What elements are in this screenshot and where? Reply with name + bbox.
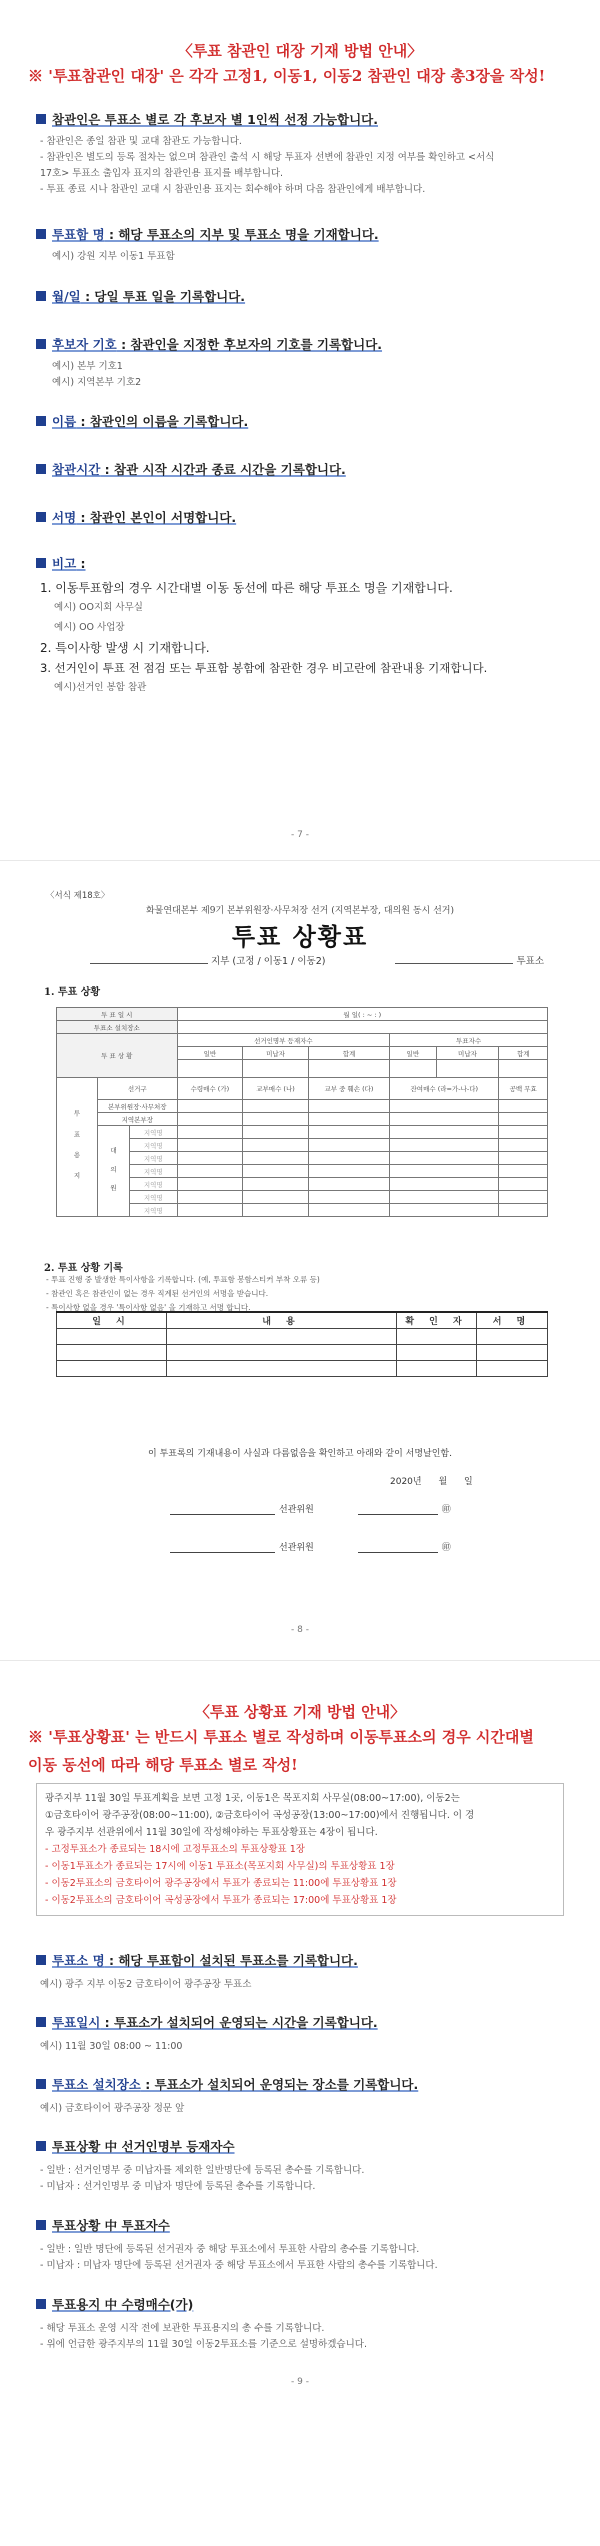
date-line: 2020년 월 일 [390, 1477, 473, 1487]
text-line: - 미납자 : 선거인명부 중 미납자 명단에 등록된 총수를 기록합니다. [40, 2181, 316, 2192]
numbered-item: 2. 특이사항 발생 시 기재합니다. [40, 641, 210, 655]
notes: - 투표 진행 중 발생한 특이사항을 기록합니다. (예, 투표함 봉함스티커 부착 오류 등) - 참관인 혹은 참관인이 없는 경우 직계된 선거인의 서명을 받습니다. - 특이사항 없을 경우 '특이사항 없음' 을 기재하고 서명 합니다. [46, 1275, 320, 1312]
section-received-ballots: 투표용지 中 수령매수(가) [0, 2295, 600, 2313]
status-log-table: 일 시 내 용 확 인 자 서 명 [56, 1311, 548, 1377]
example-line: 예시) OO 사업장 [54, 622, 125, 633]
blank-field[interactable] [170, 1503, 275, 1515]
guide-page-vote-status [0, 1660, 600, 2546]
example-line: 예시) 본부 기호1 [52, 361, 123, 372]
seal-icon: ㊞ [441, 1543, 451, 1553]
square-bullet-icon [36, 464, 46, 474]
station-line: 지부 (고정 / 이동1 / 이동2) 투표소 [90, 953, 544, 967]
example-line: 예시) OO지회 사무실 [54, 602, 143, 613]
example-line: 예시) 강원 지부 이동1 투표함 [52, 251, 175, 262]
section-station-place: 투표소 설치장소 : 투표소가 설치되어 운영되는 장소를 기록합니다. [0, 2075, 600, 2093]
numbered-item: 1. 이동투표함의 경우 시간대별 이동 동선에 따른 해당 투표소 명을 기재합니다. [40, 581, 453, 595]
square-bullet-icon [36, 339, 46, 349]
red-note: ※ '투표참관인 대장' 은 각각 고정1, 이동1, 이동2 참관인 대장 총3장을 작성! [28, 67, 546, 85]
square-bullet-icon [36, 512, 46, 522]
text-line: - 해당 투표소 운영 시작 전에 보관한 투표용지의 총 수를 기록합니다. [40, 2323, 325, 2334]
page-title: 투표 상황표 [231, 923, 369, 951]
form-number: 〈서식 제18호〉 [46, 891, 110, 901]
square-bullet-icon [36, 1955, 46, 1965]
square-bullet-icon [36, 558, 46, 568]
example-line: 예시)선거인 봉함 참관 [54, 682, 147, 693]
page-title: 〈투표 참관인 대장 기재 방법 안내〉 [177, 42, 423, 60]
square-bullet-icon [36, 2299, 46, 2309]
blank-field[interactable] [358, 1503, 438, 1515]
confirmation-text: 이 투표록의 기재내용이 사실과 다름없음을 확인하고 아래와 같이 서명날인함. [148, 1449, 452, 1459]
text-line: 17호> 투표소 출입자 표지의 참관인용 표지를 배부합니다. [40, 168, 284, 179]
section-ballot-box-name: 투표함 명 : 해당 투표소의 지부 및 투표소 명을 기재합니다. [0, 225, 600, 243]
section-candidate-number: 후보자 기호 : 참관인을 지정한 후보자의 기호를 기록합니다. [0, 335, 600, 353]
section-observer-limit: 참관인은 투표소 별로 각 후보자 별 1인씩 선정 가능합니다. [0, 110, 600, 128]
example-line: 예시) 11월 30일 08:00 ~ 11:00 [40, 2041, 183, 2052]
red-note: ※ '투표상황표' 는 반드시 투표소 별로 작성하며 이동투표소의 경우 시간대별 이동 동선에 따라 해당 투표소 별로 작성! [28, 1728, 534, 1774]
section-voter-count: 투표상황 中 투표자수 [0, 2216, 600, 2234]
text-line: - 참관인은 종일 참관 및 교대 참관도 가능합니다. [40, 136, 242, 147]
square-bullet-icon [36, 2141, 46, 2151]
example-box: 광주지부 11월 30일 투표계획을 보면 고정 1곳, 이동1은 목포지회 사무실(08:00~17:00), 이동2는 ①금호타이어 광주공장(08:00~11:00), ②금호타이어 곡성공장(13:00~17:00)에서 진행됩니다. 이 경 우 광주지부 선관위에서 11월 30일에 작성해야하는 투표상황표는 4장이 됩니다. - 고정투표소가 종료되는 18시에 고정투표소의 투표상황표 1장 - 이동1투표소가 종료되는 17시에 이동1 투표소(목포지회 사무실)의 투표상황표 1장 - 이동2투표소의 금호타이어 광주공장에서 투표가 종료되는 11:00에 투표상황표 1장 - 이동2투표소의 금호타이어 곡성공장에서 투표가 종료되는 17:00에 투표상황표 1장 [36, 1783, 564, 1916]
numbered-item: 3. 선거인이 투표 전 점검 또는 투표함 봉함에 참관한 경우 비고란에 참관내용 기재합니다. [40, 661, 488, 675]
section-registered-count: 투표상황 中 선거인명부 등재자수 [0, 2137, 600, 2155]
section-date: 월/일 : 당일 투표 일을 기록합니다. [0, 287, 600, 305]
page-number: - 8 - [291, 1625, 309, 1635]
text-line: - 투표 종료 시나 참관인 교대 시 참관인용 표지는 회수해야 하며 다음 참관인에게 배부합니다. [40, 184, 426, 195]
text-line: - 참관인은 별도의 등록 절차는 없으며 참관인 출석 시 해당 투표자 선변에 참관인 지정 여부를 확인하고 <서식 [40, 152, 495, 163]
section-name: 이름 : 참관인의 이름을 기록합니다. [0, 412, 600, 430]
blank-field[interactable] [395, 953, 513, 964]
example-line: 예시) 금호타이어 광주공장 정문 앞 [40, 2103, 185, 2114]
square-bullet-icon [36, 2220, 46, 2230]
section-station-name: 투표소 명 : 해당 투표함이 설치된 투표소를 기록합니다. [0, 1951, 600, 1969]
square-bullet-icon [36, 114, 46, 124]
section-signature: 서명 : 참관인 본인이 서명합니다. [0, 508, 600, 526]
form-header: 화물연대본부 제9기 본부위원장·사무처장 선거 (지역본부장, 대의원 동시 선거) [145, 906, 454, 916]
section-remarks: 비고 : [0, 554, 600, 572]
page-title: 〈투표 상황표 기재 방법 안내〉 [194, 1703, 406, 1721]
blank-cell[interactable] [177, 1021, 547, 1034]
blank-field[interactable] [358, 1541, 438, 1553]
text-line: - 일반 : 선거인명부 중 미납자를 제외한 일반명단에 등록된 총수를 기록합니다. [40, 2165, 365, 2176]
section-time: 참관시간 : 참관 시작 시간과 종료 시간을 기록합니다. [0, 460, 600, 478]
guide-page-observer [0, 0, 600, 860]
square-bullet-icon [36, 291, 46, 301]
square-bullet-icon [36, 229, 46, 239]
example-line: 예시) 광주 지부 이동2 금호타이어 광주공장 투표소 [40, 1979, 252, 1990]
section-heading: 1. 투표 상황 [44, 987, 101, 998]
page-number: - 9 - [291, 2377, 309, 2387]
section-heading: 2. 투표 상황 기록 [44, 1263, 123, 1274]
blank-field[interactable] [90, 953, 208, 964]
signature-line: 선관위원 ㊞ [170, 1502, 451, 1515]
section-vote-datetime: 투표일시 : 투표소가 설치되어 운영되는 시간을 기록합니다. [0, 2013, 600, 2031]
seal-icon: ㊞ [441, 1505, 451, 1515]
square-bullet-icon [36, 2017, 46, 2027]
text-line: - 위에 언급한 광주지부의 11월 30일 이동2투표소를 기준으로 설명하겠습니다. [40, 2339, 367, 2350]
signature-line: 선관위원 ㊞ [170, 1540, 451, 1553]
square-bullet-icon [36, 416, 46, 426]
example-line: 예시) 지역본부 기호2 [52, 377, 142, 388]
form-page-vote-status [0, 860, 600, 1660]
text-line: - 일반 : 일반 명단에 등록된 선거권자 중 해당 투표소에서 투표한 사람의 총수를 기록합니다. [40, 2244, 420, 2255]
square-bullet-icon [36, 2079, 46, 2089]
vote-status-table: 투 표 일 시 월 일( : ~ : ) 투표소 설치장소 투 표 상 황 선거인명부 등재자수 투표자수 일반 미납자 합계 일반 미납자 합계 투 표 용 지 선거구 수령매수 (가) 교부매수 (나) 교부 중 훼손 (다) 잔여매수 (라=가-나-다) 공백 무효 본부위원장·사무처장 지역본부장 대 의 원 지역명 지역명 지역명 지역명 지역명 지역명 지역명 [56, 1007, 548, 1217]
text-line: - 미납자 : 미납자 명단에 등록된 선거권자 중 해당 투표소에서 투표한 사람의 총수를 기록합니다. [40, 2260, 438, 2271]
blank-field[interactable] [170, 1541, 275, 1553]
page-number: - 7 - [291, 830, 309, 840]
